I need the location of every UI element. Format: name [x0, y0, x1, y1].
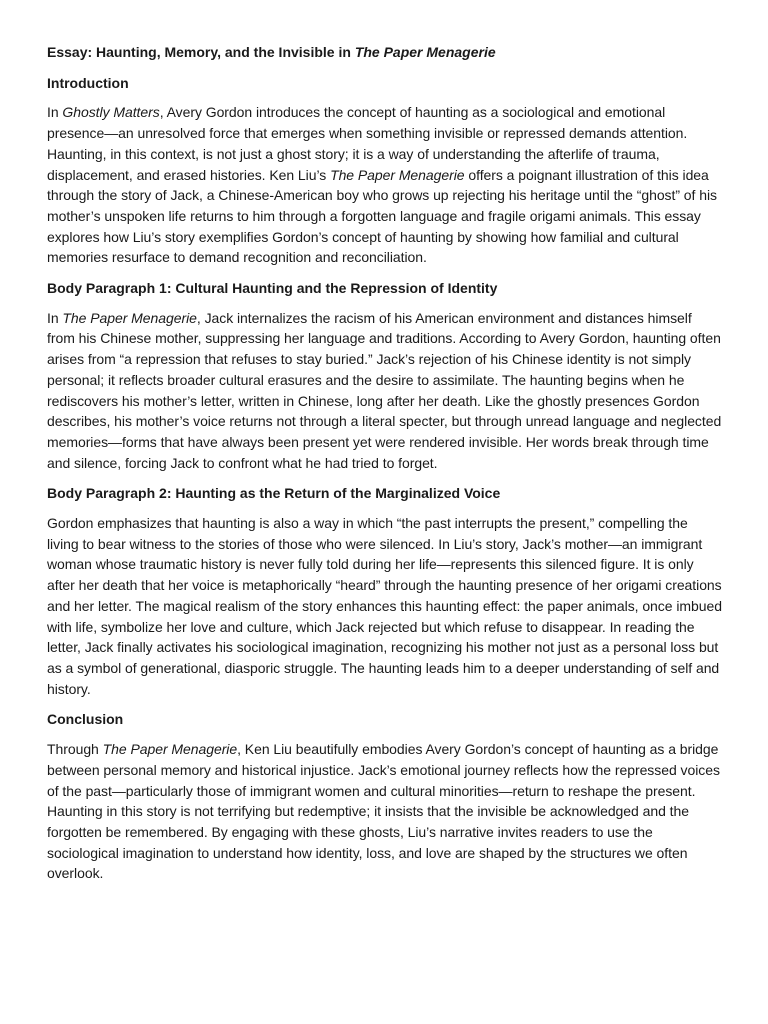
intro-text-b: , Avery Gordon introduces the concept of haunting as a sociological and emotional presence—an unresolved force that emerges when something invisible or repressed demands attention. Haunting, in this context, is not just a ghost story; it is a way of understanding the afterlife of trauma, displacement, and erased histories. Ken Liu’s — [47, 104, 688, 183]
introduction-heading: Introduction — [47, 74, 129, 91]
intro-text-a: In — [47, 104, 63, 121]
body1-text-a: In — [47, 309, 63, 326]
conclusion-work-title: The Paper Menagerie — [102, 741, 238, 758]
intro-text-c: offers a poignant illustration of this idea through the story of Jack, a Chinese-American boy who grows up rejecting his heritage until the “ghost” of his mother’s unspoken life returns to him through a forgotten language and fragile origami animals. This essay explores how Liu’s story exemplifies Gordon’s concept of haunting by showing how familial and cultural memories resurface to demand recognition and reconciliation. — [47, 166, 717, 266]
conclusion-text-b: , Ken Liu beautifully embodies Avery Gordon’s concept of haunting as a bridge between personal memory and historical injustice. Jack’s emotional journey reflects how the repressed voices of the past—particularly those of immigrant women and cultural minorities—return to reshape the present. Haunting in this story is not terrifying but redemptive; it insists that the invisible be acknowledged and the forgotten be remembered. By engaging with these ghosts, Liu’s narrative invites readers to use the sociological imagination to understand how identity, loss, and love are shaped by the structures we often overlook. — [47, 741, 720, 882]
conclusion-section — [47, 709, 723, 884]
essay-title — [47, 42, 723, 63]
essay-title-prefix: Essay: Haunting, Memory, and the Invisible in — [47, 44, 355, 60]
essay-document — [47, 42, 723, 894]
body-paragraph-2: Gordon emphasizes that haunting is also a way in which “the past interrupts the present,” compelling the living to bear witness to the stories of those who were silenced. In Liu’s story, Jack’s mother—an immigrant woman whose traumatic history is never fully told during her life—represents this silenced figure. It is only after her death that her voice is metaphorically “heard” through the haunting presence of her origami creations and her letter. The magical realism of the story enhances this haunting effect: the paper animals, once imbued with life, symbolize her love and culture, which Jack rejected but which refuse to disappear. In reading the letter, Jack finally activates his sociological imagination, recognizing his mother not just as a personal loss but as a symbol of generational, diasporic struggle. The haunting leads him to a deeper understanding of self and history. — [47, 515, 722, 697]
body-paragraph-1-heading: Body Paragraph 1: Cultural Haunting and the Repression of Identity — [47, 280, 498, 297]
conclusion-paragraph — [47, 739, 723, 884]
conclusion-heading: Conclusion — [47, 711, 124, 728]
body-paragraph-2-section — [47, 483, 723, 699]
conclusion-text-a: Through — [47, 741, 103, 758]
introduction-section — [47, 73, 723, 268]
body-paragraph-1 — [47, 308, 723, 474]
introduction-paragraph — [47, 102, 723, 268]
body-paragraph-1-section — [47, 278, 723, 473]
essay-title-work: The Paper Menagerie — [354, 44, 496, 60]
body1-text-b: , Jack internalizes the racism of his American environment and distances himself from his Chinese mother, suppressing her language and traditions. According to Avery Gordon, haunting often arises from “a repression that refuses to stay buried.” Jack’s rejection of his Chinese identity is not simply personal; it reflects broader cultural erasures and the desire to assimilate. The haunting begins when he rediscovers his mother’s letter, written in Chinese, long after her death. Like the ghostly presences Gordon describes, his mother’s voice returns not through a literal specter, but through unread language and neglected memories—forms that have always been present yet were rendered invisible. Her words break through time and silence, forcing Jack to confront what he had tried to forget. — [47, 309, 722, 471]
body1-work-title: The Paper Menagerie — [62, 309, 197, 326]
intro-work-title: The Paper Menagerie — [330, 166, 465, 183]
body-paragraph-2-heading: Body Paragraph 2: Haunting as the Return of the Marginalized Voice — [47, 485, 501, 502]
intro-ghostly-matters: Ghostly Matters — [62, 104, 160, 121]
